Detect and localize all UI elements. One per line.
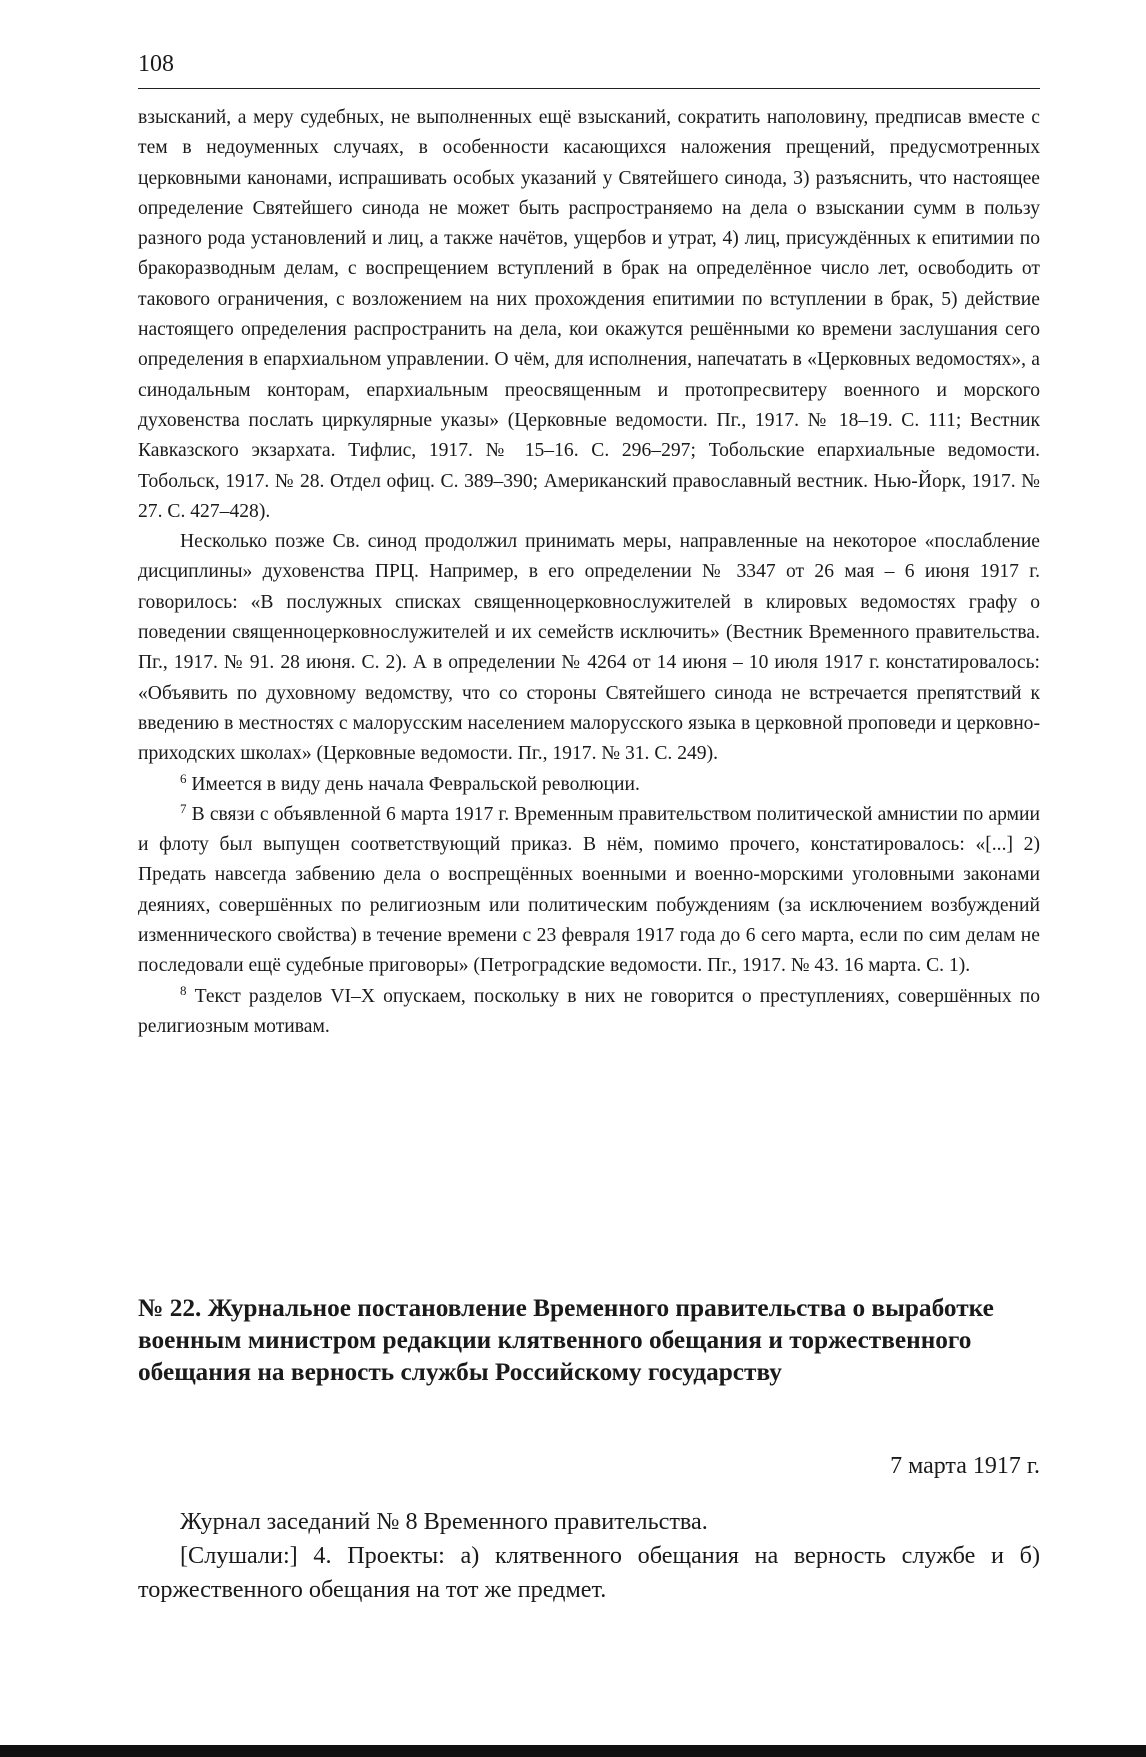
body-paragraph: Журнал заседаний № 8 Временного правительства. <box>180 1508 708 1535</box>
footnote-text: Текст разделов VI–X опускаем, поскольку в них не говорится о преступлениях, совершённых по религиозным мотивам. <box>138 985 1040 1037</box>
footnote-8 <box>138 982 1040 1043</box>
page-number: 108 <box>138 51 174 77</box>
footnote-marker: 6 <box>180 770 187 786</box>
note-paragraph: Несколько позже Св. синод продолжил принимать меры, направленные на некоторое «послабление дисциплины» духовенства ПРЦ. Например, в его определении № 3347 от 26 мая – 6 июня 1917 г. говорилось: «В послужных списках священноцерковнослужителей в клировых ведомостях графу о поведении священноцерковнослужителей и их семейств исключить» (Вестник Временного правительства. Пг., 1917. № 91. 28 июня. С. 2). А в определении № 4264 от 14 июня – 10 июля 1917 г. констатировалось: «Объявить по духовному ведомству, что со стороны Святейшего синода не встречается препятствий к введению в местностях с малорусским населением малорусского языка в церковной проповеди и церковно-приходских школах» (Церковные ведомости. Пг., 1917. № 31. С. 249). <box>138 531 1040 765</box>
document-body <box>138 1505 1040 1607</box>
footnote-text: Имеется в виду день начала Февральской революции. <box>186 773 640 795</box>
footnotes-section <box>138 103 1040 1042</box>
header-divider <box>138 88 1040 89</box>
footnote-marker: 8 <box>180 982 187 998</box>
document-date: 7 марта 1917 г. <box>890 1453 1040 1479</box>
footnote-6 <box>138 770 1040 800</box>
footnote-text: В связи с объявленной 6 марта 1917 г. Временным правительством политической амнистии по армии и флоту был выпущен соответствующий приказ. В нём, помимо прочего, констатировалось: «[...] 2) Предать навсегда забвению дела о воспрещённых военными и военно-морскими уголовными законами деяниях, совершённых по религиозным или политическим побуждениям (за исключением возбуждений изменнического свойства) в течение времени с 23 февраля 1917 года до 6 сего марта, если по сим делам не последовали ещё судебные приговоры» (Петроградские ведомости. Пг., 1917. № 43. 16 марта. С. 1). <box>138 803 1040 977</box>
document-heading: № 22. Журнальное постановление Временного правительства о выработке военным министром редакции клятвенного обещания и торжественного обещания на верность службы Российскому государству <box>138 1294 994 1386</box>
footnote-marker: 7 <box>180 800 187 816</box>
note-continuation-paragraph: взысканий, а меру судебных, не выполненных ещё взысканий, сократить наполовину, предписав вместе с тем в недоуменных случаях, в особенности касающихся наложения прещений, предусмотренных церковными канонами, испрашивать особых указаний у Святейшего синода, 3) разъяснить, что настоящее определение Святейшего синода не может быть распространяемо на дела о взыскании сумм в пользу разного рода установлений и лиц, а также начётов, ущербов и утрат, 4) лиц, присуждённых к епитимии по бракоразводным делам, с воспрещением вступлений в брак на определённое число лет, освободить от такового ограничения, с возложением на них прохождения епитимии по вступлении в брак, 5) действие настоящего определения распространить на дела, кои окажутся решёнными ко времени заслушания сего определения в епархиальном управлении. О чём, для исполнения, напечатать в «Церковных ведомостях», а синодальным конторам, епархиальным преосвященным и протопресвитеру военного и морского духовенства послать циркулярные указы» (Церковные ведомости. Пг., 1917. № 18–19. С. 111; Вестник Кавказского экзархата. Тифлис, 1917. № 15–16. С. 296–297; Тобольские епархиальные ведомости. Тобольск, 1917. № 28. Отдел офиц. С. 389–390; Американский православный вестник. Нью-Йорк, 1917. № 27. С. 427–428). <box>138 107 1040 522</box>
body-paragraph: [Слушали:] 4. Проекты: а) клятвенного обещания на верность службе и б) торжественного обещания на тот же предмет. <box>138 1542 1040 1603</box>
page-bottom-edge <box>0 1745 1146 1757</box>
footnote-7 <box>138 800 1040 982</box>
